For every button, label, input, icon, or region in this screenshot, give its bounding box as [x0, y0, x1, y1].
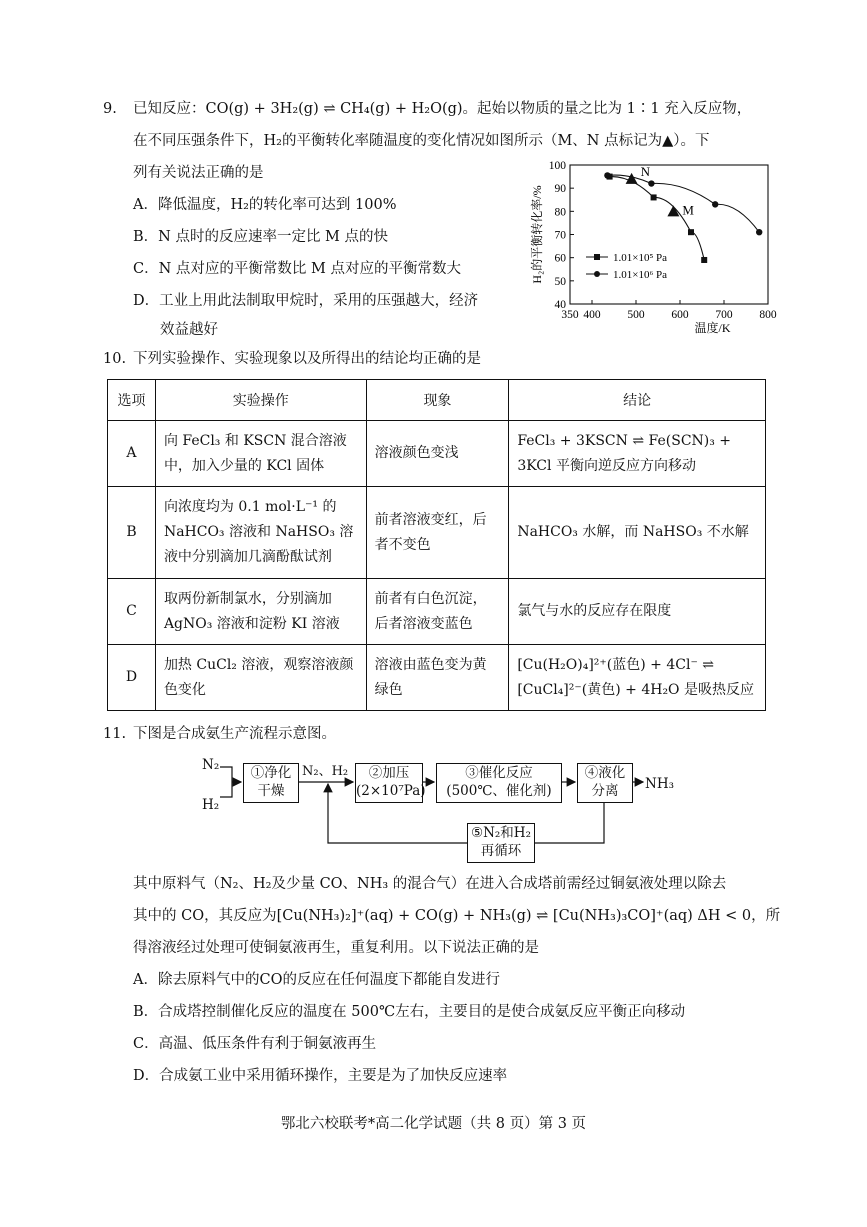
flow-box-catalytic-line2: (500℃、催化剂): [446, 783, 552, 799]
x-tick-label: 350: [561, 309, 579, 321]
row-operation: 加热 CuCl₂ 溶液，观察溶液颜色变化: [155, 645, 366, 711]
flow-box-liquefy: [577, 763, 633, 803]
header-operation: 实验操作: [155, 380, 366, 421]
x-tick-label: 800: [759, 309, 777, 321]
flow-box-compress-line1: ②加压: [368, 765, 410, 781]
flow-mid-label: N₂、H₂: [302, 764, 349, 779]
page-footer: 鄂北六校联考*高二化学试题（共 8 页）第 3 页: [280, 1116, 587, 1132]
row-conclusion: FeCl₃ + 3KSCN ⇌ Fe(SCN)₃ + 3KCl 平衡向逆反应方向移动: [509, 421, 766, 487]
q11-body-line-1: 其中原料气（N₂、H₂及少量 CO、NH₃ 的混合气）在进入合成塔前需经过铜氨液处理以除去: [133, 876, 727, 892]
y-tick-label: 70: [554, 229, 566, 242]
series-line-1: [610, 177, 705, 260]
q9-number: 9.: [103, 101, 117, 117]
q11-body-line-3: 得溶液经过处理可使铜氨液再生，重复利用。以下说法正确的是: [133, 940, 539, 956]
row-operation: 取两份新制氯水，分别滴加 AgNO₃ 溶液和淀粉 KI 溶液: [155, 579, 366, 645]
q9-option-b: B．N 点时的反应速率一定比 M 点的快: [133, 229, 389, 245]
q11-option-d: D．合成氨工业中采用循环操作，主要是为了加快反应速率: [133, 1068, 508, 1084]
header-option: 选项: [108, 380, 156, 421]
y-axis-label: H₂的平衡转化率/%: [530, 185, 544, 284]
row-conclusion: [Cu(H₂O)₄]²⁺(蓝色) + 4Cl⁻ ⇌ [CuCl₄]²⁻(黄色) + 4H₂O 是吸热反应: [509, 645, 766, 711]
q9-option-d: D．工业上用此法制取甲烷时，采用的压强越大，经济: [133, 293, 479, 309]
q10-stem: 下列实验操作、实验现象以及所得出的结论均正确的是: [133, 351, 481, 367]
q9-stem-line-2: 在不同压强条件下，H₂的平衡转化率随温度的变化情况如图所示（M、N 点标记为▲）。下: [133, 133, 710, 149]
header-phenomenon: 现象: [366, 380, 509, 421]
x-tick-label: 500: [627, 309, 645, 321]
q11-option-b: B．合成塔控制催化反应的温度在 500℃左右，主要目的是使合成氨反应平衡正向移动: [133, 1004, 686, 1020]
row-phenomenon: 溶液由蓝色变为黄绿色: [366, 645, 509, 711]
row-conclusion: NaHCO₃ 水解，而 NaHSO₃ 不水解: [509, 487, 766, 579]
row-phenomenon: 前者有白色沉淀，后者溶液变蓝色: [366, 579, 509, 645]
flow-box-liquefy-line1: ④液化: [584, 765, 626, 781]
data-point-circle: [756, 229, 762, 235]
data-point-square: [607, 174, 613, 180]
flow-input-h2: H₂: [202, 797, 220, 813]
experiment-table: [107, 379, 766, 711]
flow-output-nh3: NH₃: [645, 776, 674, 792]
y-tick-label: 60: [554, 252, 566, 265]
q10-number: 10.: [103, 351, 127, 367]
legend-marker-square: [594, 254, 600, 260]
q11-option-c: C．高温、低压条件有利于铜氨液再生: [133, 1036, 377, 1052]
row-phenomenon: 溶液颜色变浅: [366, 421, 509, 487]
data-point-circle: [712, 201, 718, 207]
row-conclusion: 氯气与水的反应存在限度: [509, 579, 766, 645]
x-tick-label: 600: [671, 309, 689, 321]
table-header-row: [108, 380, 766, 421]
row-phenomenon: 前者溶液变红，后者不变色: [366, 487, 509, 579]
flow-box-purify-line1: ①净化: [250, 765, 292, 781]
q9-stem-line-3: 列有关说法正确的是: [133, 165, 264, 181]
flow-box-liquefy-line2: 分离: [591, 783, 619, 799]
q9-option-a: A．降低温度，H₂的转化率可达到 100%: [133, 197, 397, 213]
y-tick-label: 80: [554, 206, 566, 219]
table-row: [108, 645, 766, 711]
row-operation: 向 FeCl₃ 和 KSCN 混合溶液中，加入少量的 KCl 固体: [155, 421, 366, 487]
point-label-m: M: [682, 202, 694, 218]
flow-box-catalytic: [436, 763, 562, 803]
flow-box-recycle-line1: ⑤N₂和H₂: [470, 825, 531, 841]
q11-option-a: A．除去原料气中的CO的反应在任何温度下都能自发进行: [133, 972, 500, 988]
flow-input-n2: N₂: [202, 757, 220, 773]
legend-marker-circle: [594, 271, 600, 277]
data-point-square: [688, 229, 694, 235]
legend-label: 1.01×10⁶ Pa: [613, 269, 668, 281]
table-row: [108, 579, 766, 645]
q11-number: 11.: [103, 726, 127, 742]
header-conclusion: 结论: [509, 380, 766, 421]
point-marker-triangle: [626, 173, 638, 184]
data-point-square: [701, 257, 707, 263]
q9-option-c: C．N 点对应的平衡常数比 M 点对应的平衡常数大: [133, 261, 461, 277]
data-point-square: [651, 194, 657, 200]
y-tick-label: 40: [554, 299, 566, 311]
point-marker-triangle: [667, 205, 679, 216]
row-option: D: [108, 645, 156, 711]
row-option: A: [108, 421, 156, 487]
flow-box-catalytic-line1: ③催化反应: [465, 765, 533, 781]
legend-label: 1.01×10⁵ Pa: [613, 252, 668, 264]
table-row: [108, 421, 766, 487]
y-tick-label: 100: [548, 160, 566, 172]
q11-body-line-2: 其中的 CO，其反应为[Cu(NH₃)₂]⁺(aq) + CO(g) + NH₃(g) ⇌ [Cu(NH₃)₃CO]⁺(aq) ΔH < 0，所: [133, 908, 781, 924]
flow-box-recycle-line2: 再循环: [480, 843, 522, 859]
flow-box-compress: [355, 763, 426, 803]
y-tick-label: 90: [554, 183, 566, 196]
data-point-circle: [604, 172, 610, 178]
row-option: B: [108, 487, 156, 579]
q9-option-d-cont: 效益越好: [160, 322, 218, 338]
x-axis-label: 温度/K: [694, 321, 731, 335]
data-point-circle: [648, 180, 654, 186]
q11-stem: 下图是合成氨生产流程示意图。: [133, 726, 336, 742]
flow-box-purify: [243, 763, 299, 803]
row-option: C: [108, 579, 156, 645]
q9-stem-line-1: 已知反应：CO(g) + 3H₂(g) ⇌ CH₄(g) + H₂O(g)。起始以物质的量之比为 1∶1 充入反应物，: [133, 101, 752, 117]
x-tick-label: 700: [715, 309, 733, 321]
x-tick-label: 400: [583, 309, 601, 321]
flow-box-recycle: [467, 823, 535, 863]
chart-frame: [570, 165, 768, 304]
y-tick-label: 50: [554, 275, 566, 288]
row-operation: 向浓度均为 0.1 mol·L⁻¹ 的 NaHCO₃ 溶液和 NaHSO₃ 溶液中分别滴加几滴酚酞试剂: [155, 487, 366, 579]
flow-box-compress-line2: (2×10⁷Pa): [356, 783, 426, 799]
series-line-2: [607, 175, 759, 232]
flow-box-purify-line2: 干燥: [257, 783, 285, 799]
table-row: [108, 487, 766, 579]
point-label-n: N: [640, 163, 650, 179]
